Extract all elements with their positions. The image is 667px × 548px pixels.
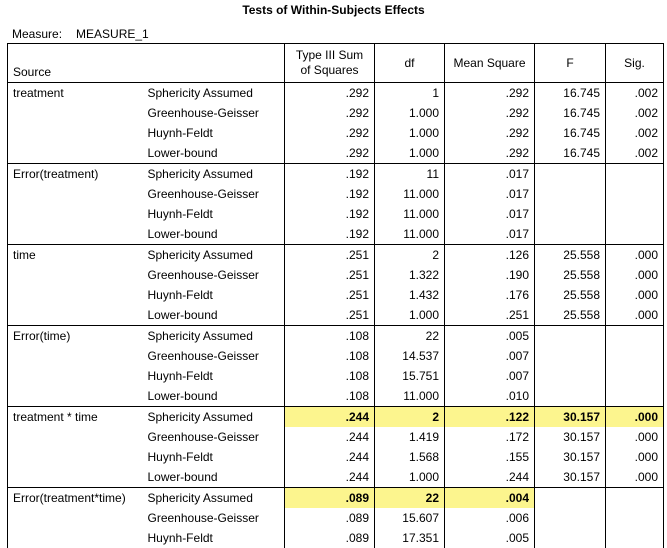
table-row	[8, 326, 664, 347]
ms-cell: .126	[445, 245, 535, 266]
source-cell: treatment	[8, 83, 143, 104]
header-f: F	[535, 44, 606, 83]
ms-cell: .017	[445, 184, 535, 204]
f-cell	[535, 366, 606, 386]
header-ss-line2: of Squares	[300, 63, 358, 77]
source-cell	[8, 305, 143, 326]
df-cell: 1.322	[375, 265, 445, 285]
f-cell: 30.157	[535, 447, 606, 467]
f-cell	[535, 164, 606, 185]
df-cell: 1.000	[375, 467, 445, 488]
ms-cell: .005	[445, 528, 535, 548]
table-body	[8, 83, 664, 548]
correction-cell: Huynh-Feldt	[143, 366, 285, 386]
ms-cell: .005	[445, 326, 535, 347]
sig-cell: .002	[606, 103, 664, 123]
ms-cell: .292	[445, 83, 535, 104]
ss-cell: .244	[285, 467, 375, 488]
df-cell: 17.351	[375, 528, 445, 548]
correction-cell: Huynh-Feldt	[143, 528, 285, 548]
ss-cell: .251	[285, 305, 375, 326]
ss-cell: .251	[285, 285, 375, 305]
correction-cell: Huynh-Feldt	[143, 285, 285, 305]
ss-cell: .292	[285, 143, 375, 164]
correction-cell: Huynh-Feldt	[143, 447, 285, 467]
table-row	[8, 143, 664, 164]
source-cell	[8, 366, 143, 386]
correction-cell: Sphericity Assumed	[143, 164, 285, 185]
sig-cell	[606, 164, 664, 185]
f-cell	[535, 224, 606, 245]
sig-cell: .002	[606, 143, 664, 164]
f-cell: 30.157	[535, 427, 606, 447]
sig-cell	[606, 224, 664, 245]
table-row	[8, 386, 664, 407]
ms-cell: .017	[445, 224, 535, 245]
table-row	[8, 103, 664, 123]
df-cell: 2	[375, 407, 445, 428]
sig-cell: .000	[606, 407, 664, 428]
table-row	[8, 184, 664, 204]
source-cell	[8, 103, 143, 123]
source-cell	[8, 265, 143, 285]
header-df: df	[375, 44, 445, 83]
correction-cell: Lower-bound	[143, 224, 285, 245]
source-cell	[8, 143, 143, 164]
measure-value: MEASURE_1	[76, 27, 149, 41]
sig-cell	[606, 386, 664, 407]
table-row	[8, 528, 664, 548]
ss-cell: .292	[285, 123, 375, 143]
correction-cell: Greenhouse-Geisser	[143, 184, 285, 204]
table-row	[8, 164, 664, 185]
sig-cell	[606, 488, 664, 509]
df-cell: 2	[375, 245, 445, 266]
ss-cell: .192	[285, 164, 375, 185]
table-row	[8, 83, 664, 104]
ss-cell: .089	[285, 528, 375, 548]
ms-cell: .122	[445, 407, 535, 428]
table-row	[8, 407, 664, 428]
f-cell	[535, 184, 606, 204]
ms-cell: .244	[445, 467, 535, 488]
correction-cell: Huynh-Feldt	[143, 123, 285, 143]
correction-cell: Sphericity Assumed	[143, 488, 285, 509]
f-cell: 25.558	[535, 305, 606, 326]
ms-cell: .017	[445, 204, 535, 224]
f-cell: 25.558	[535, 245, 606, 266]
table-row	[8, 204, 664, 224]
source-cell	[8, 224, 143, 245]
f-cell	[535, 528, 606, 548]
f-cell	[535, 386, 606, 407]
f-cell: 16.745	[535, 143, 606, 164]
f-cell	[535, 488, 606, 509]
ss-cell: .089	[285, 488, 375, 509]
table-row	[8, 447, 664, 467]
correction-cell: Sphericity Assumed	[143, 407, 285, 428]
f-cell	[535, 204, 606, 224]
correction-cell: Greenhouse-Geisser	[143, 427, 285, 447]
header-sum-of-squares	[285, 44, 375, 83]
sig-cell	[606, 326, 664, 347]
f-cell	[535, 508, 606, 528]
ms-cell: .007	[445, 366, 535, 386]
ms-cell: .176	[445, 285, 535, 305]
correction-cell: Lower-bound	[143, 143, 285, 164]
f-cell: 16.745	[535, 123, 606, 143]
sig-cell	[606, 508, 664, 528]
measure-line	[12, 27, 149, 41]
header-sig: Sig.	[606, 44, 664, 83]
source-cell	[8, 467, 143, 488]
ss-cell: .192	[285, 184, 375, 204]
ms-cell: .190	[445, 265, 535, 285]
sig-cell	[606, 366, 664, 386]
source-cell	[8, 447, 143, 467]
correction-cell: Sphericity Assumed	[143, 326, 285, 347]
df-cell: 11.000	[375, 224, 445, 245]
f-cell: 25.558	[535, 285, 606, 305]
sig-cell	[606, 528, 664, 548]
df-cell: 1.000	[375, 143, 445, 164]
f-cell: 16.745	[535, 83, 606, 104]
header-ss-line1: Type III Sum	[296, 48, 363, 62]
table-title: Tests of Within-Subjects Effects	[0, 3, 667, 17]
source-cell	[8, 508, 143, 528]
ss-cell: .292	[285, 83, 375, 104]
table-row	[8, 467, 664, 488]
ms-cell: .155	[445, 447, 535, 467]
ss-cell: .192	[285, 204, 375, 224]
correction-cell: Lower-bound	[143, 386, 285, 407]
ss-cell: .108	[285, 366, 375, 386]
header-source: Source	[8, 44, 285, 83]
sig-cell: .000	[606, 245, 664, 266]
df-cell: 1.000	[375, 123, 445, 143]
ss-cell: .108	[285, 386, 375, 407]
ms-cell: .292	[445, 103, 535, 123]
df-cell: 1	[375, 83, 445, 104]
df-cell: 1.568	[375, 447, 445, 467]
f-cell	[535, 326, 606, 347]
source-cell	[8, 427, 143, 447]
table-row	[8, 285, 664, 305]
source-cell: Error(time)	[8, 326, 143, 347]
sig-cell	[606, 204, 664, 224]
ms-cell: .006	[445, 508, 535, 528]
table-row	[8, 305, 664, 326]
table-row	[8, 123, 664, 143]
ms-cell: .017	[445, 164, 535, 185]
df-cell: 11.000	[375, 386, 445, 407]
df-cell: 1.419	[375, 427, 445, 447]
df-cell: 1.000	[375, 305, 445, 326]
ms-cell: .292	[445, 123, 535, 143]
correction-cell: Greenhouse-Geisser	[143, 265, 285, 285]
ms-cell: .010	[445, 386, 535, 407]
correction-cell: Greenhouse-Geisser	[143, 508, 285, 528]
ss-cell: .244	[285, 447, 375, 467]
table-row	[8, 224, 664, 245]
correction-cell: Huynh-Feldt	[143, 204, 285, 224]
source-cell	[8, 123, 143, 143]
ss-cell: .192	[285, 224, 375, 245]
ss-cell: .089	[285, 508, 375, 528]
df-cell: 1.000	[375, 103, 445, 123]
ss-cell: .292	[285, 103, 375, 123]
ms-cell: .251	[445, 305, 535, 326]
ss-cell: .251	[285, 245, 375, 266]
ss-cell: .108	[285, 326, 375, 347]
df-cell: 15.751	[375, 366, 445, 386]
source-cell	[8, 528, 143, 548]
df-cell: 11	[375, 164, 445, 185]
f-cell	[535, 346, 606, 366]
correction-cell: Sphericity Assumed	[143, 245, 285, 266]
df-cell: 22	[375, 326, 445, 347]
within-subjects-effects-table	[7, 43, 664, 548]
source-cell	[8, 386, 143, 407]
header-row	[8, 44, 664, 83]
ms-cell: .007	[445, 346, 535, 366]
ss-cell: .244	[285, 427, 375, 447]
sig-cell: .000	[606, 467, 664, 488]
correction-cell: Greenhouse-Geisser	[143, 103, 285, 123]
source-cell	[8, 204, 143, 224]
sig-cell: .000	[606, 285, 664, 305]
header-mean-square: Mean Square	[445, 44, 535, 83]
sig-cell: .000	[606, 265, 664, 285]
f-cell: 30.157	[535, 407, 606, 428]
table-row	[8, 488, 664, 509]
source-cell: Error(treatment*time)	[8, 488, 143, 509]
table-row	[8, 366, 664, 386]
measure-label: Measure:	[12, 27, 62, 41]
source-cell: Error(treatment)	[8, 164, 143, 185]
source-cell: treatment * time	[8, 407, 143, 428]
ss-cell: .244	[285, 407, 375, 428]
sig-cell	[606, 346, 664, 366]
correction-cell: Lower-bound	[143, 305, 285, 326]
sig-cell: .002	[606, 123, 664, 143]
ms-cell: .172	[445, 427, 535, 447]
table-row	[8, 346, 664, 366]
table-row	[8, 427, 664, 447]
source-cell: time	[8, 245, 143, 266]
sig-cell: .000	[606, 305, 664, 326]
source-cell	[8, 285, 143, 305]
ms-cell: .004	[445, 488, 535, 509]
f-cell: 16.745	[535, 103, 606, 123]
df-cell: 11.000	[375, 204, 445, 224]
correction-cell: Greenhouse-Geisser	[143, 346, 285, 366]
correction-cell: Sphericity Assumed	[143, 83, 285, 104]
table-row	[8, 265, 664, 285]
ss-cell: .251	[285, 265, 375, 285]
df-cell: 15.607	[375, 508, 445, 528]
ss-cell: .108	[285, 346, 375, 366]
table-row	[8, 245, 664, 266]
source-cell	[8, 184, 143, 204]
f-cell: 25.558	[535, 265, 606, 285]
sig-cell: .002	[606, 83, 664, 104]
df-cell: 22	[375, 488, 445, 509]
correction-cell: Lower-bound	[143, 467, 285, 488]
table-row	[8, 508, 664, 528]
sig-cell: .000	[606, 447, 664, 467]
ms-cell: .292	[445, 143, 535, 164]
df-cell: 11.000	[375, 184, 445, 204]
source-cell	[8, 346, 143, 366]
sig-cell	[606, 184, 664, 204]
f-cell: 30.157	[535, 467, 606, 488]
sig-cell: .000	[606, 427, 664, 447]
df-cell: 1.432	[375, 285, 445, 305]
df-cell: 14.537	[375, 346, 445, 366]
